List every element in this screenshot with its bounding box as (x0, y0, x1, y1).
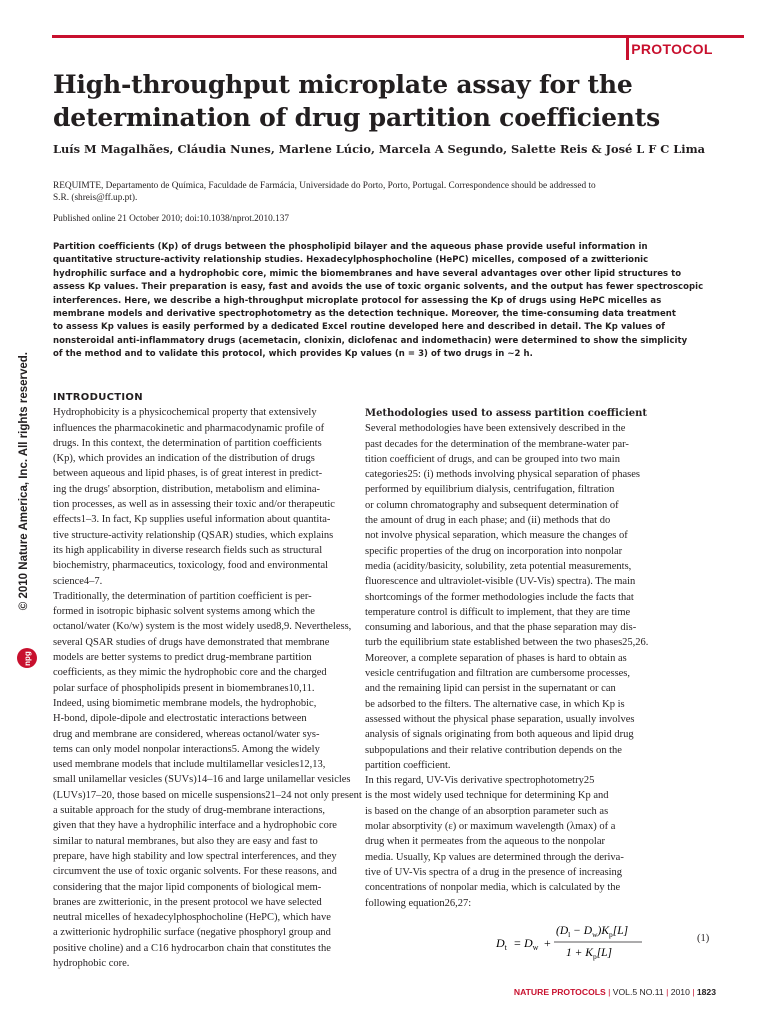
body-text-line: a zwitterionic hydrophilic surface (negative phosphoryl group and (53, 927, 331, 939)
abstract-line: Partition coefficients (Kp) of drugs between the phospholipid bilayer and the aqueous phase provide useful information in (53, 242, 648, 252)
section-tag (626, 38, 718, 60)
eq-num-sub1: l (568, 930, 571, 939)
body-text-line: (LUVs)17–20, those based on micelle suspensions21–24 not only present (53, 789, 362, 801)
svg-text:Dt (495, 936, 508, 952)
eq-plus: + (544, 936, 551, 950)
footer-separator: | (666, 987, 669, 997)
footer-journal: NATURE PROTOCOLS (513, 987, 606, 997)
body-text-line: In this regard, UV-Vis derivative spectrophotometry25 (365, 775, 595, 787)
copyright-notice: © 2010 Nature America, Inc. All rights reserved. (18, 352, 30, 611)
equation-1 (492, 918, 692, 964)
eq-num-sub2: w (592, 930, 598, 939)
body-text-line: (Kp), which provides an indication of the distribution of drugs (53, 453, 315, 465)
footer-page-number: 1823 (696, 987, 716, 997)
eq-num-sub3: p (608, 930, 613, 939)
body-text-line: Traditionally, the determination of partition coefficient is per- (53, 590, 312, 602)
footer-separator: | (608, 987, 611, 997)
eq-equals: = (514, 936, 521, 950)
body-text-line: media. Usually, Kp values are determined through the deriva- (365, 851, 624, 863)
npg-logo-text: npg (22, 650, 32, 666)
abstract-line: to assess Kp values is easily performed by a dedicated Excel routine developed here and described in detail. The Kp values of (53, 322, 665, 333)
body-text-line: the amount of drug in each phase; and (ii) methods that do (365, 515, 611, 527)
body-text-line: vesicle centrifugation and filtration are cumbersome processes, (365, 668, 631, 680)
eq-dw-sub: w (532, 943, 539, 952)
author-list: Luís M Magalhães, Cláudia Nunes, Marlene Lúcio, Marcela A Segundo, Salette Reis & José L F C Lima (53, 142, 706, 156)
body-text-line: tems can only model nonpolar interactions5. Among the widely (53, 743, 320, 755)
body-text-line: a suitable approach for the study of drug-membrane interactions, (53, 805, 326, 817)
body-text-line: hydrophobic core. (53, 957, 130, 969)
body-text-line: polar surface of phospholipids present in biomembranes10,11. (53, 682, 315, 694)
subsection-heading-methodologies: Methodologies used to assess partition coefficient (365, 408, 648, 419)
abstract-line: membrane models and derivative spectrophotometry as the detection technique. Moreover, the time-consuming data treatment (53, 309, 676, 320)
body-text-line: molar absorptivity (ε) or maximum wavelength (λmax) of a (365, 821, 616, 833)
affiliation (53, 180, 715, 204)
eq-den: 1 + K (566, 947, 593, 959)
body-text-line: tive structure-activity relationship (QSAR) studies, which explains (53, 529, 334, 541)
body-text-line: concentrations of nonpolar media, which is calculated by the (365, 882, 621, 894)
body-text-line: prepare, have high stability and low spectral interferences, and they (53, 850, 337, 862)
body-text-line: H-bond, dipole-dipole and electrostatic interactions between (53, 713, 307, 725)
body-text-line: tive of UV-Vis spectra of a drug in the presence of increasing (365, 866, 623, 878)
body-text-line: following equation26,27: (365, 897, 472, 909)
abstract-line: hydrophilic surface and a hydrophobic core, mimic the biomembranes and have several advantages over other lipid structures to (53, 268, 682, 279)
page-footer (514, 987, 716, 997)
body-text-line: consuming and laborious, and that the phase separation may dis- (365, 622, 637, 634)
eq-lhs-sub: t (504, 943, 507, 952)
body-text-line: similar to natural membranes, but also they are easy and fast to (53, 835, 318, 847)
body-text-line: positive choline) and a C16 hydrocarbon chain that constitutes the (53, 942, 331, 954)
body-text-line: branes are zwitterionic, in the present protocol we have selected (53, 896, 322, 908)
body-text-line: temperature control is difficult to implement, that they are time (365, 606, 631, 618)
eq-den-tail: [L] (596, 947, 613, 959)
body-text-line: drug when it permeates from the aqueous to the nonpolar (365, 836, 605, 848)
body-text-line: Indeed, using biomimetic membrane models, the hydrophobic, (53, 697, 317, 709)
body-text-line: biochemistry, pharmaceutics, toxicology, food and environmental (53, 560, 329, 572)
abstract-line: quantitative structure-activity relationship studies. Hexadecylphosphocholine (HePC) micelles, composed of a zwitterionic (53, 255, 649, 266)
body-text-line: Moreover, a complete separation of phases is hard to obtain as (365, 652, 627, 664)
body-text-line: octanol/water (Ko/w) system is the most widely used8,9. Nevertheless, (53, 621, 352, 633)
body-text-line: performed by equilibrium dialysis, centrifugation, filtration (365, 484, 615, 496)
body-text-line: specific properties of the drug on incorporation into nonpolar (365, 545, 623, 557)
body-text-line: formed in isotropic biphasic solvent systems among which the (53, 606, 315, 618)
body-text-line: science4–7. (53, 575, 103, 587)
footer-year: 2010 (670, 987, 690, 997)
body-text-line: several QSAR studies of drugs have demonstrated that membrane (53, 636, 330, 648)
abstract-line: of the method and to validate this protocol, which provides Kp values (n = 3) of two drugs in ~2 h. (53, 349, 533, 360)
eq-lhs: D (496, 936, 505, 950)
body-text-line: tion processes, as well as in assessing their toxic and/or therapeutic (53, 499, 335, 511)
body-text-line: between aqueous and lipid phases, is of great interest in predict- (53, 468, 323, 480)
body-text-line: considering that the major lipid components of biological mem- (53, 881, 322, 893)
eq-num-tail: [L] (612, 925, 629, 937)
body-text-line: past decades for the determination of the membrane-water par- (365, 438, 629, 450)
body-text-line: or column chromatography and subsequent determination of (365, 499, 619, 511)
body-text-line: assessed without the physical phase separation, usually involves (365, 713, 635, 725)
eq-dw: D (524, 936, 533, 950)
abstract-line: interferences. Here, we describe a high-throughput microplate protocol for assessing the Kp of drugs using HePC micelles as (53, 295, 662, 306)
title-line-1: High-throughput microplate assay for the (53, 70, 633, 99)
body-text-line: turb the equilibrium state established between the two phases25,26. (365, 637, 649, 649)
svg-text:1 + Kp[L] (566, 947, 612, 961)
footer-separator: | (692, 987, 695, 997)
body-text-line: Hydrophobicity is a physicochemical property that extensively (53, 407, 317, 419)
section-tag-label: PROTOCOL (631, 41, 713, 57)
eq-num-a: (D (556, 925, 569, 937)
body-text-line: used membrane models that include multilamellar vesicles12,13, (53, 759, 326, 771)
body-text-line: and the remaining lipid can persist in the supernatant or can (365, 683, 616, 695)
body-text-line: its high applicability in diverse research fields such as structural (53, 544, 323, 556)
svg-text:Dw (523, 936, 539, 952)
equation-number: (1) (697, 933, 710, 944)
body-text-line: be adsorbed to the filters. The alternative case, in which Kp is (365, 698, 625, 710)
body-text-line: drug and membrane are considered, whereas octanol/water sys- (53, 728, 320, 740)
eq-num-mid: − D (570, 925, 593, 937)
affiliation-line-2: S.R. (shreis@ff.up.pt). (53, 193, 138, 203)
section-heading-introduction: INTRODUCTION (53, 392, 143, 403)
body-text-line: effects1–3. In fact, Kp supplies useful information about quantita- (53, 514, 331, 526)
npg-logo (17, 648, 37, 668)
article-title (53, 68, 733, 134)
body-text-line: analysis of signals originating from both aqueous and lipid drug (365, 729, 634, 741)
body-text-line: coefficients, as they mimic the hydrophobic core and the charged (53, 667, 327, 679)
body-text-line: is based on the change of an absorption parameter such as (365, 805, 609, 817)
abstract-line: nonsteroidal anti-inflammatory drugs (acemetacin, clonixin, diclofenac and indomethacin) were determined to show the simplicity (53, 335, 688, 346)
body-text-line: small unilamellar vesicles (SUVs)14–16 and large unilamellar vesicles (53, 774, 351, 786)
svg-text:(Dl − Dw)Kp[L] (556, 925, 628, 939)
abstract-line: assess Kp values. Their preparation is easy, fast and avoids the use of toxic organic solvents, and the output has fewer spectroscopic (53, 282, 704, 293)
body-text-line: drugs. In this context, the determination of partition coefficients (53, 437, 322, 449)
body-text-line: is the most widely used technique for determining Kp and (365, 790, 609, 802)
body-text-line: not involve physical separation, which measure the changes of (365, 530, 628, 542)
title-line-2: determination of drug partition coefficients (53, 103, 661, 132)
publication-info: Published online 21 October 2010; doi:10.1038/nprot.2010.137 (53, 214, 290, 224)
abstract (53, 241, 721, 362)
body-text-line: tition coefficient of drugs, and can be grouped into two main (365, 453, 620, 465)
eq-den-sub: p (592, 952, 597, 961)
right-column (365, 406, 717, 911)
introduction-body (53, 405, 376, 971)
affiliation-line-1: REQUIMTE, Departamento de Química, Faculdade de Farmácia, Universidade do Porto, Porto, Portugal. Correspondence should be addressed to (53, 181, 596, 191)
body-text-line: fluorescence and ultraviolet-visible (UV-Vis) spectra). The main (365, 576, 636, 588)
methodologies-body (365, 421, 717, 911)
body-text-line: given that they have a hydrophilic interface and a hydrophobic core (53, 820, 337, 832)
body-text-line: circumvent the use of toxic organic solvents. For these reasons, and (53, 866, 337, 878)
body-text-line: subpopulations and their relative contribution depends on the (365, 744, 622, 756)
body-text-line: categories25: (i) methods involving physical separation of phases (365, 469, 640, 481)
body-text-line: neutral micelles of hexadecylphosphocholine (HePC), which have (53, 912, 331, 924)
body-text-line: influences the pharmacokinetic and pharmacodynamic profile of (53, 422, 325, 434)
eq-num-end: )K (597, 925, 609, 937)
footer-volume: VOL.5 NO.11 (612, 987, 664, 997)
body-text-line: models are better systems to predict drug-membrane partition (53, 652, 312, 664)
body-text-line: partition coefficient. (365, 759, 451, 771)
left-column (53, 390, 376, 971)
body-text-line: media (acidity/basicity, solubility, zeta potential measurements, (365, 560, 632, 572)
body-text-line: shortcomings of the former methodologies include the facts that (365, 591, 634, 603)
body-text-line: Several methodologies have been extensively described in the (365, 423, 626, 435)
body-text-line: ing the drugs' absorption, distribution, metabolism and elimina- (53, 483, 320, 495)
